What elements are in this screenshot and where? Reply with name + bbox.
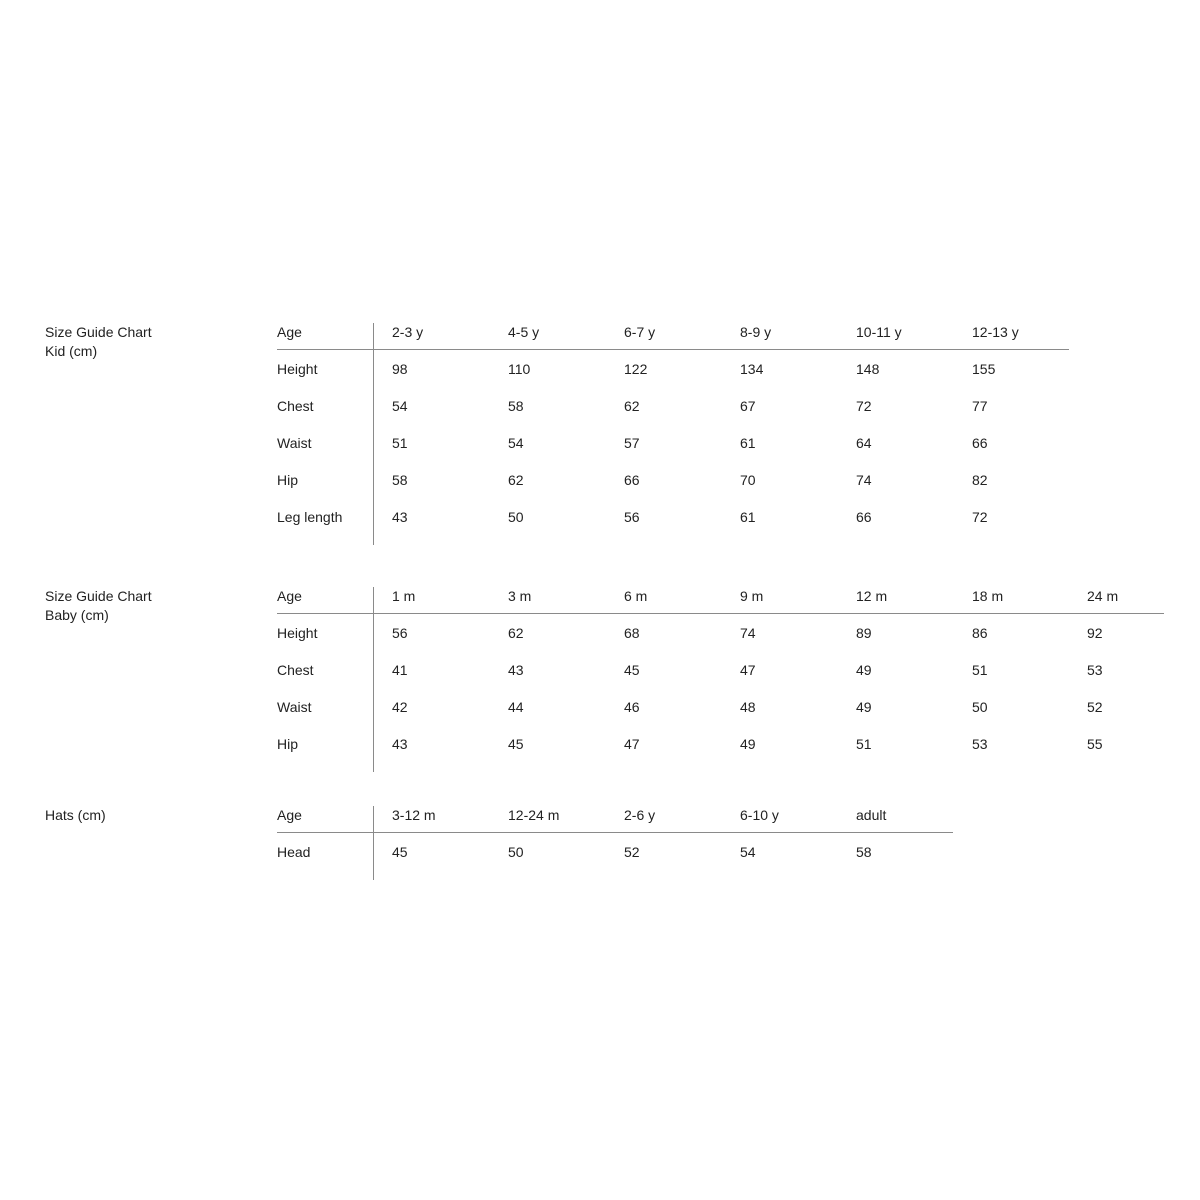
kid-title-line2: Kid (cm) <box>45 343 98 359</box>
table-cell: 54 <box>392 398 408 414</box>
table-cell: 89 <box>856 625 872 641</box>
table-cell: 64 <box>856 435 872 451</box>
baby-title-line2: Baby (cm) <box>45 607 109 623</box>
baby-header-col: 9 m <box>740 588 764 604</box>
table-cell: 46 <box>624 699 640 715</box>
table-cell: 55 <box>1087 736 1103 752</box>
row-label: Hip <box>277 736 299 752</box>
table-cell: 45 <box>508 736 524 752</box>
table-cell: 98 <box>392 361 408 377</box>
table-cell: 50 <box>508 844 524 860</box>
table-cell: 66 <box>856 509 872 525</box>
hats-header-col: adult <box>856 807 887 823</box>
baby-header-col: 18 m <box>972 588 1004 604</box>
hats-section-title <box>45 806 106 825</box>
hats-header-divider <box>277 832 953 833</box>
table-cell: 56 <box>392 625 408 641</box>
table-cell: 51 <box>972 662 988 678</box>
kid-header-divider <box>277 349 1069 350</box>
table-cell: 50 <box>972 699 988 715</box>
row-label: Height <box>277 361 318 377</box>
hats-column-divider <box>373 806 374 880</box>
row-label: Chest <box>277 662 314 678</box>
row-label: Head <box>277 844 311 860</box>
row-label: Hip <box>277 472 299 488</box>
table-cell: 43 <box>392 736 408 752</box>
kid-header-col: 6-7 y <box>624 324 656 340</box>
table-cell: 54 <box>740 844 756 860</box>
table-cell: 155 <box>972 361 996 377</box>
table-cell: 47 <box>740 662 756 678</box>
table-cell: 61 <box>740 509 756 525</box>
table-cell: 122 <box>624 361 648 377</box>
table-cell: 62 <box>624 398 640 414</box>
hats-header-col: 2-6 y <box>624 807 656 823</box>
table-cell: 45 <box>624 662 640 678</box>
table-cell: 86 <box>972 625 988 641</box>
table-cell: 67 <box>740 398 756 414</box>
baby-header-label: Age <box>277 588 302 604</box>
hats-header-col: 12-24 m <box>508 807 560 823</box>
table-cell: 92 <box>1087 625 1103 641</box>
table-cell: 74 <box>856 472 872 488</box>
table-cell: 51 <box>392 435 408 451</box>
baby-header-col: 3 m <box>508 588 532 604</box>
table-cell: 62 <box>508 472 524 488</box>
row-label: Chest <box>277 398 314 414</box>
table-cell: 52 <box>1087 699 1103 715</box>
kid-header-col: 2-3 y <box>392 324 424 340</box>
table-cell: 53 <box>1087 662 1103 678</box>
row-label: Height <box>277 625 318 641</box>
table-cell: 44 <box>508 699 524 715</box>
table-cell: 51 <box>856 736 872 752</box>
table-cell: 66 <box>972 435 988 451</box>
table-cell: 66 <box>624 472 640 488</box>
kid-title-line1: Size Guide Chart <box>45 324 152 340</box>
table-cell: 61 <box>740 435 756 451</box>
baby-header-col: 24 m <box>1087 588 1119 604</box>
table-cell: 58 <box>392 472 408 488</box>
baby-header-col: 1 m <box>392 588 416 604</box>
table-cell: 47 <box>624 736 640 752</box>
table-cell: 72 <box>856 398 872 414</box>
table-cell: 68 <box>624 625 640 641</box>
table-cell: 49 <box>740 736 756 752</box>
table-cell: 148 <box>856 361 880 377</box>
baby-header-col: 12 m <box>856 588 888 604</box>
table-cell: 43 <box>508 662 524 678</box>
hats-title-line1: Hats (cm) <box>45 807 106 823</box>
table-cell: 62 <box>508 625 524 641</box>
kid-column-divider <box>373 323 374 545</box>
hats-header-col: 6-10 y <box>740 807 779 823</box>
table-cell: 52 <box>624 844 640 860</box>
kid-header-col: 8-9 y <box>740 324 772 340</box>
table-cell: 45 <box>392 844 408 860</box>
baby-column-divider <box>373 587 374 772</box>
kid-header-label: Age <box>277 324 302 340</box>
table-cell: 42 <box>392 699 408 715</box>
table-cell: 53 <box>972 736 988 752</box>
table-cell: 74 <box>740 625 756 641</box>
table-cell: 54 <box>508 435 524 451</box>
table-cell: 58 <box>508 398 524 414</box>
kid-section-title <box>45 323 152 361</box>
kid-header-col: 4-5 y <box>508 324 540 340</box>
table-cell: 70 <box>740 472 756 488</box>
row-label: Waist <box>277 699 312 715</box>
baby-header-divider <box>277 613 1164 614</box>
baby-title-line1: Size Guide Chart <box>45 588 152 604</box>
table-cell: 56 <box>624 509 640 525</box>
table-cell: 41 <box>392 662 408 678</box>
kid-header-col: 12-13 y <box>972 324 1019 340</box>
table-cell: 77 <box>972 398 988 414</box>
table-cell: 82 <box>972 472 988 488</box>
baby-section-title <box>45 587 152 625</box>
hats-header-col: 3-12 m <box>392 807 436 823</box>
baby-header-col: 6 m <box>624 588 648 604</box>
table-cell: 49 <box>856 699 872 715</box>
table-cell: 49 <box>856 662 872 678</box>
kid-header-col: 10-11 y <box>856 324 902 340</box>
table-cell: 110 <box>508 361 531 377</box>
table-cell: 134 <box>740 361 764 377</box>
hats-header-label: Age <box>277 807 302 823</box>
table-cell: 72 <box>972 509 988 525</box>
table-cell: 43 <box>392 509 408 525</box>
table-cell: 48 <box>740 699 756 715</box>
row-label: Leg length <box>277 509 343 525</box>
row-label: Waist <box>277 435 312 451</box>
table-cell: 57 <box>624 435 640 451</box>
table-cell: 58 <box>856 844 872 860</box>
table-cell: 50 <box>508 509 524 525</box>
